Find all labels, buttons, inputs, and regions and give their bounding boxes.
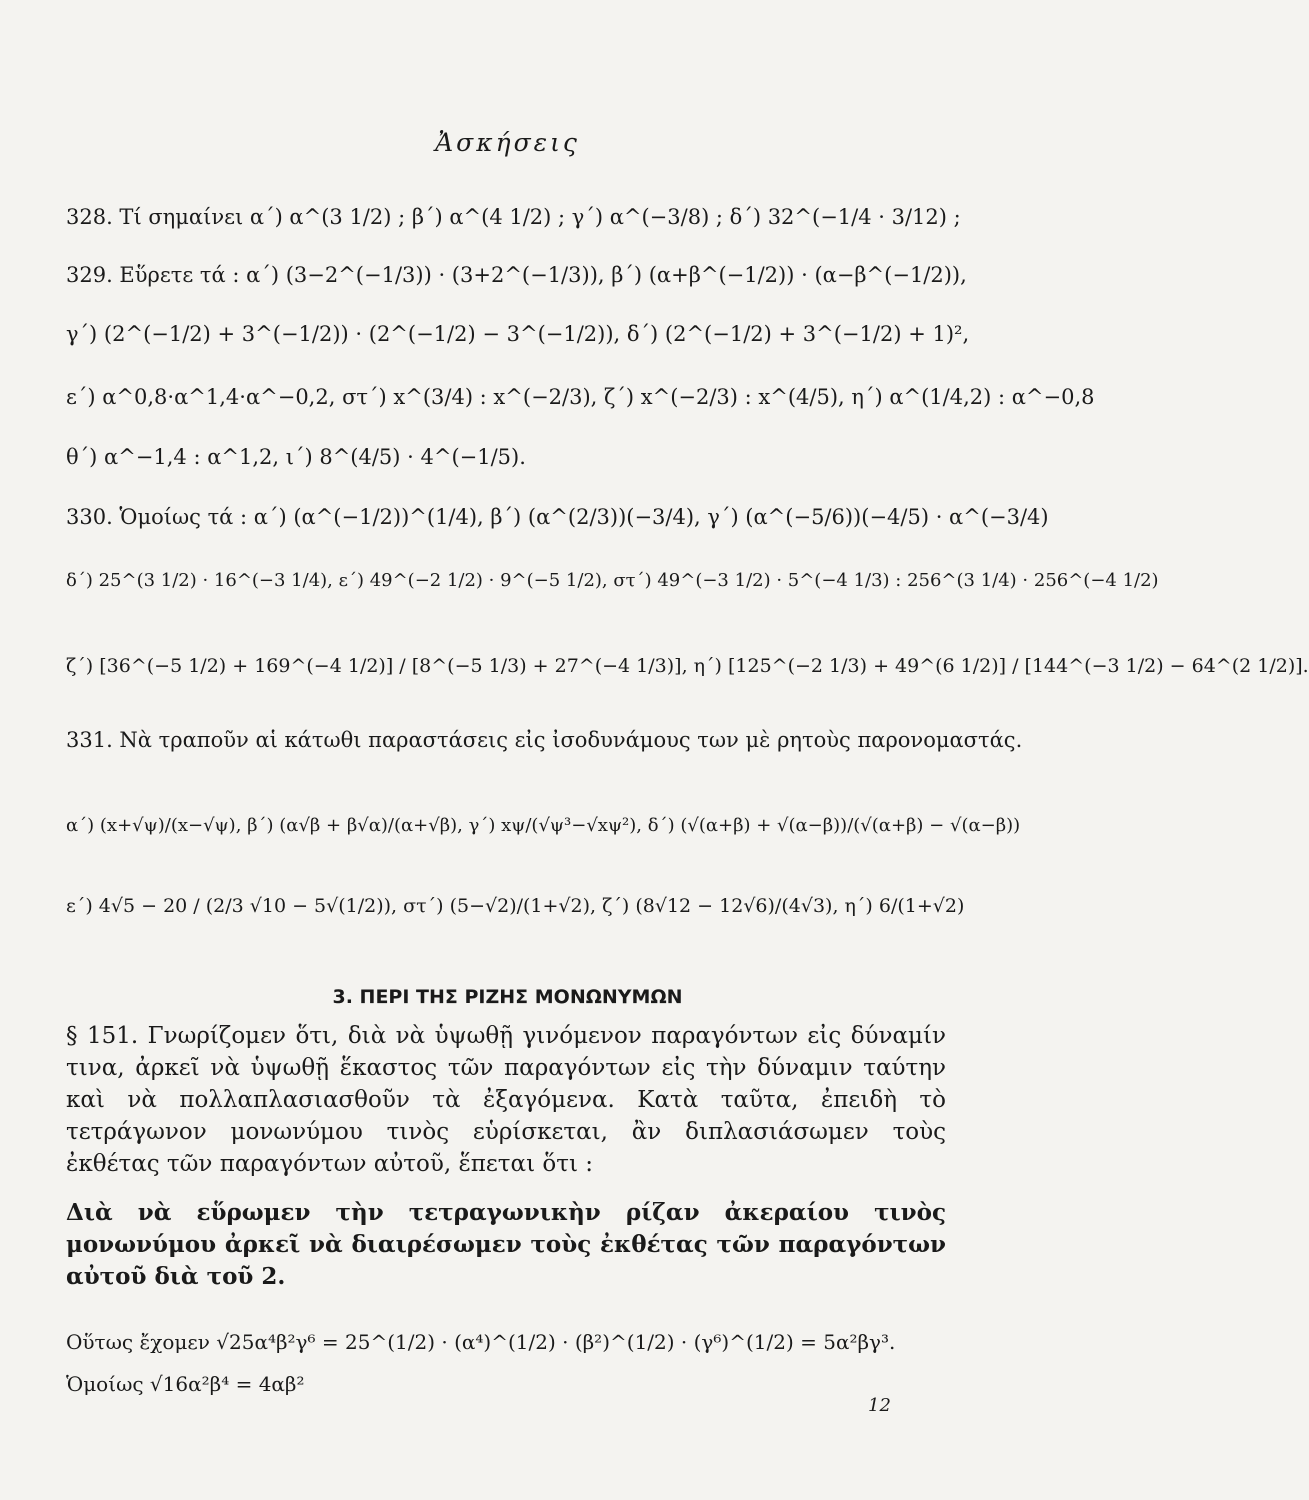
exercise-330-line1: 330. Ὁμοίως τά : α΄) (α^(−1/2))^(1/4), β΄) (α^(2/3))(−3/4), γ΄) (α^(−5/6))(−4/5) · α^(−3/4) xyxy=(66,505,1049,529)
exercise-331-line1: α΄) (x+√ψ)/(x−√ψ), β΄) (α√β + β√α)/(α+√β), γ΄) xψ/(√ψ³−√xψ²), δ΄) (√(α+β) + √(α−β))/(√(α+β) − √(α−β)) xyxy=(66,815,1021,836)
exercises-heading: Ἀσκήσεις xyxy=(435,128,580,157)
exercise-330-line2: δ΄) 25^(3 1/2) · 16^(−3 1/4), ε΄) 49^(−2 1/2) · 9^(−5 1/2), στ΄) 49^(−3 1/2) · 5^(−4 1/3) : 256^(3 1/4) · 256^(−4 1/2) xyxy=(66,570,1159,591)
exercise-331: 331. Νὰ τραποῦν αἱ κάτωθι παραστάσεις εἰς ἰσοδυνάμους των μὲ ρητοὺς παρονομαστάς. xyxy=(66,728,1023,752)
example-line-1: Οὕτως ἔχομεν √25α⁴β²γ⁶ = 25^(1/2) · (α⁴)^(1/2) · (β²)^(1/2) · (γ⁶)^(1/2) = 5α²βγ³. xyxy=(66,1330,896,1354)
exercise-329-line2: γ΄) (2^(−1/2) + 3^(−1/2)) · (2^(−1/2) − 3^(−1/2)), δ΄) (2^(−1/2) + 3^(−1/2) + 1)², xyxy=(66,322,970,346)
rule-statement: Διὰ νὰ εὕρωμεν τὴν τετραγωνικὴν ρίζαν ἀκεραίου τινὸς μονωνύμου ἀρκεῖ νὰ διαιρέσωμεν τοὺς ἐκθέτας τῶν παραγόντων αὐτοῦ διὰ τοῦ 2. xyxy=(66,1199,946,1290)
exercise-331-line2: ε΄) 4√5 − 20 / (2/3 √10 − 5√(1/2)), στ΄) (5−√2)/(1+√2), ζ΄) (8√12 − 12√6)/(4√3), η΄) 6/(1+√2) xyxy=(66,895,965,917)
page-number: 12 xyxy=(868,1395,891,1416)
example-line-2: Ὁμοίως √16α²β⁴ = 4αβ² xyxy=(66,1372,305,1396)
exercise-328: 328. Τί σημαίνει α΄) α^(3 1/2) ; β΄) α^(4 1/2) ; γ΄) α^(−3/8) ; δ΄) 32^(−1/4 · 3/12) ; xyxy=(66,205,961,229)
paragraph-151: § 151. Γνωρίζομεν ὅτι, διὰ νὰ ὑψωθῇ γινόμενον παραγόντων εἰς δύναμίν τινα, ἀρκεῖ νὰ ὑψωθῇ ἕκαστος τῶν παραγόντων εἰς τὴν δύναμιν ταύτην καὶ νὰ πολλαπλασιασθοῦν τὰ ἐξαγόμενα. Κατὰ ταῦτα, ἐπειδὴ τὸ τετράγωνον μονωνύμου τινὸς εὑρίσκεται, ἂν διπλασιάσωμεν τοὺς ἐκθέτας τῶν παραγόντων αὐτοῦ, ἕπεται ὅτι : xyxy=(66,1023,946,1177)
section-heading: 3. ΠΕΡΙ ΤΗΣ ΡΙΖΗΣ ΜΟΝΩΝΥΜΩΝ xyxy=(332,986,683,1008)
exercise-329-line3: ε΄) α^0,8·α^1,4·α^−0,2, στ΄) x^(3/4) : x^(−2/3), ζ΄) x^(−2/3) : x^(4/5), η΄) α^(1/4,2) : α^−0,8 xyxy=(66,385,1095,409)
exercise-330-line3: ζ΄) [36^(−5 1/2) + 169^(−4 1/2)] / [8^(−5 1/3) + 27^(−4 1/3)], η΄) [125^(−2 1/3) + 49^(6 1/2)] / [144^(−3 1/2) − 64^(2 1/2)]. xyxy=(66,655,1309,677)
exercise-329-line4: θ΄) α^−1,4 : α^1,2, ι΄) 8^(4/5) · 4^(−1/5). xyxy=(66,445,526,469)
exercise-329-line1: 329. Εὕρετε τά : α΄) (3−2^(−1/3)) · (3+2^(−1/3)), β΄) (α+β^(−1/2)) · (α−β^(−1/2)), xyxy=(66,263,967,287)
